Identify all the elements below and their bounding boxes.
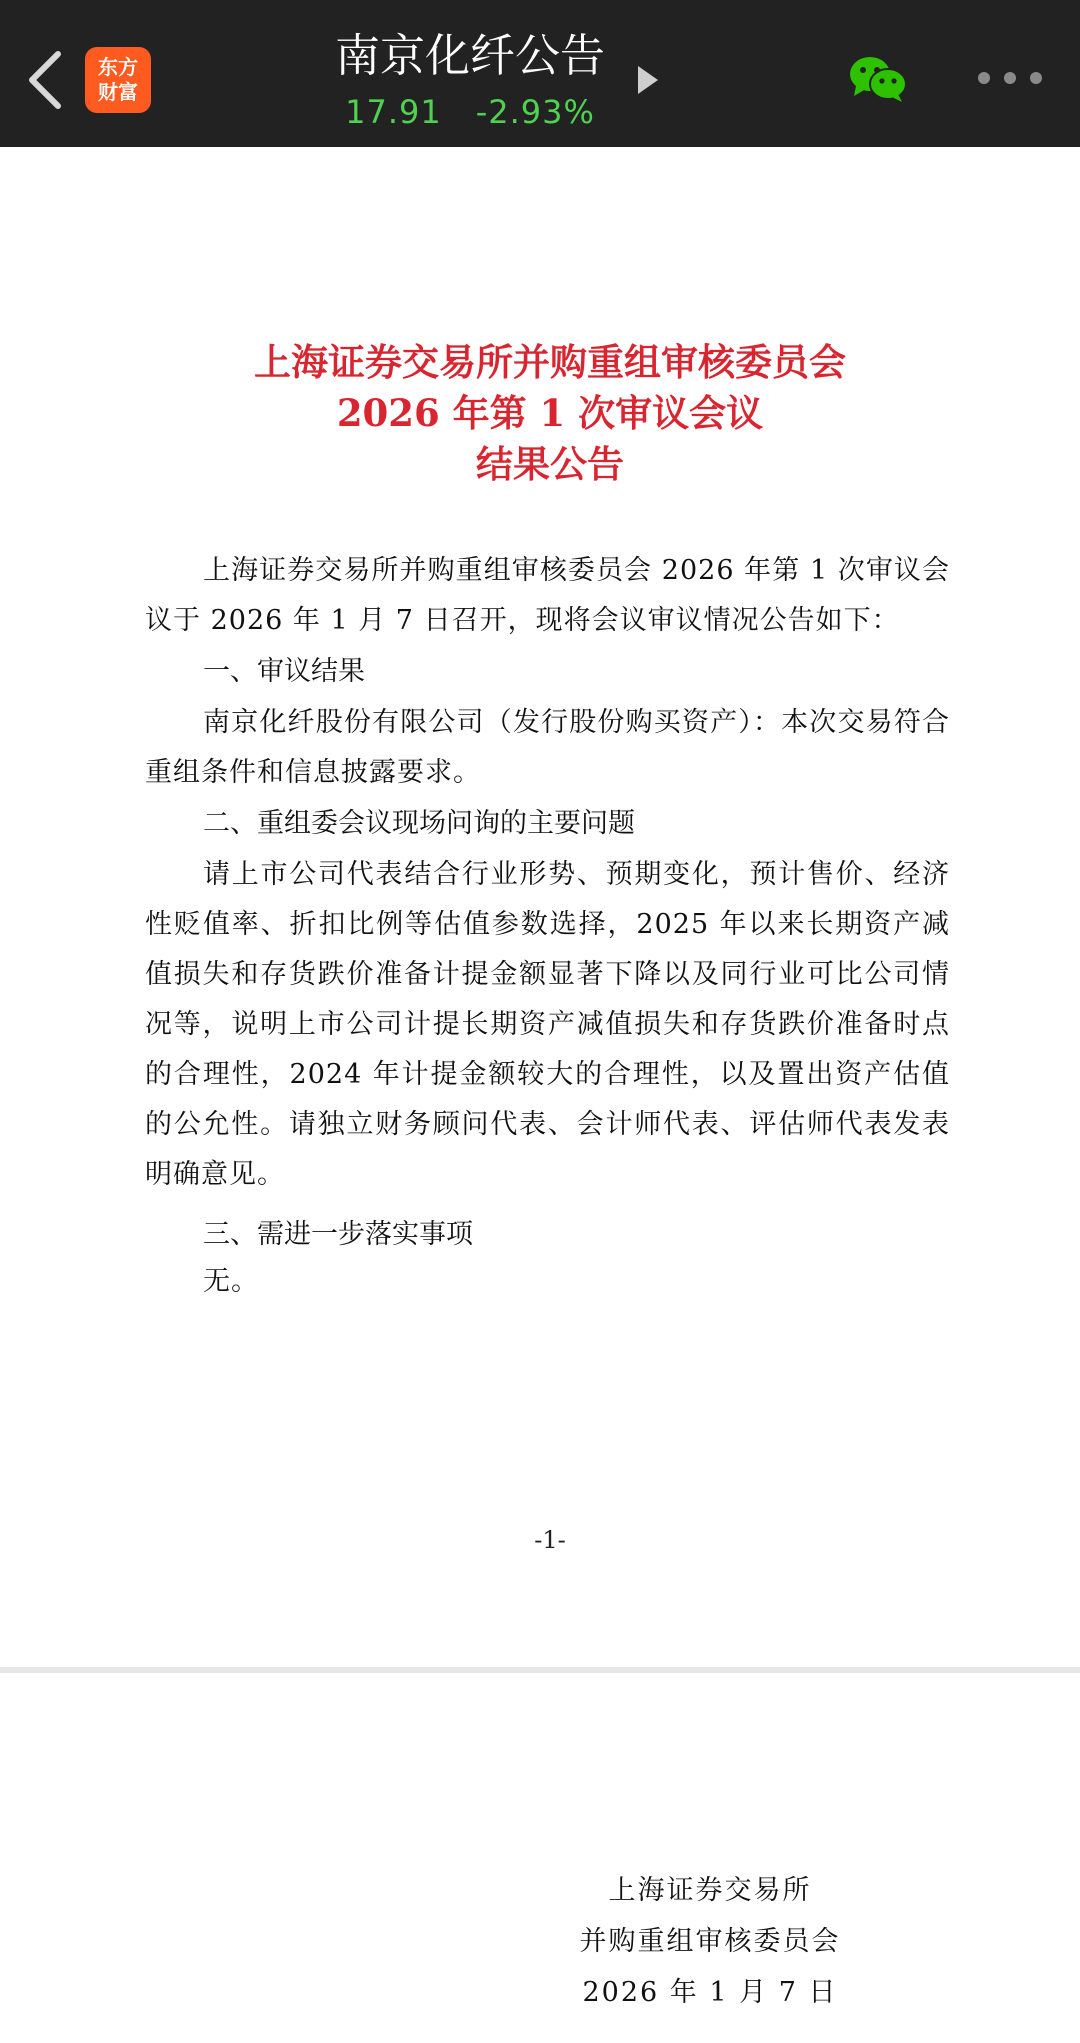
- top-navigation-bar: [0, 0, 1080, 147]
- signature-line2: 并购重组审核委员会: [579, 1926, 841, 1957]
- page-title: 南京化纤公告: [334, 29, 605, 82]
- section3-text: 无。: [203, 1266, 259, 1297]
- signature-line1: 上海证券交易所: [608, 1875, 812, 1906]
- more-icon[interactable]: [972, 72, 1062, 86]
- doc-title-line2: 2026 年第 1 次审议会议: [336, 391, 764, 435]
- page-number: -1-: [534, 1526, 566, 1554]
- logo-line2: 财富: [98, 80, 138, 104]
- stock-quote: [300, 92, 640, 132]
- back-arrow-icon[interactable]: [22, 48, 70, 112]
- signature-date: 2026 年 1 月 7 日: [582, 1977, 838, 2008]
- stock-price: 17.91: [345, 93, 442, 131]
- play-icon[interactable]: [638, 66, 658, 94]
- doc-title-line1: 上海证券交易所并购重组审核委员会: [254, 340, 846, 384]
- intro-paragraph: 上海证券交易所并购重组审核委员会 2026 年第 1 次审议会议于 2026 年 1 月 7 日召开，现将会议审议情况公告如下：: [145, 555, 950, 636]
- app-logo: [85, 47, 151, 113]
- doc-title-line3: 结果公告: [476, 442, 624, 486]
- section1-heading: 一、审议结果: [203, 656, 365, 687]
- section1-text: 南京化纤股份有限公司（发行股份购买资产）：本次交易符合重组条件和信息披露要求。: [145, 707, 950, 788]
- stock-change: -2.93%: [475, 93, 595, 131]
- section2-text: 请上市公司代表结合行业形势、预期变化，预计售价、经济性贬值率、折扣比例等估值参数选择，2025 年以来长期资产减值损失和存货跌价准备计提金额显著下降以及同行业可比公司情况等，说明上市公司计提长期资产减值损失和存货跌价准备时点的合理性，2024 年计提金额较大的合理性，以及置出资产估值的公允性。请独立财务顾问代表、会计师代表、评估师代表发表明确意见。: [145, 859, 950, 1190]
- wechat-icon[interactable]: [848, 54, 908, 104]
- section3-heading: 三、需进一步落实事项: [203, 1219, 473, 1250]
- page-divider: [0, 1667, 1080, 1673]
- logo-line1: 东方: [98, 55, 138, 79]
- section2-heading: 二、重组委会议现场问询的主要问题: [203, 808, 635, 839]
